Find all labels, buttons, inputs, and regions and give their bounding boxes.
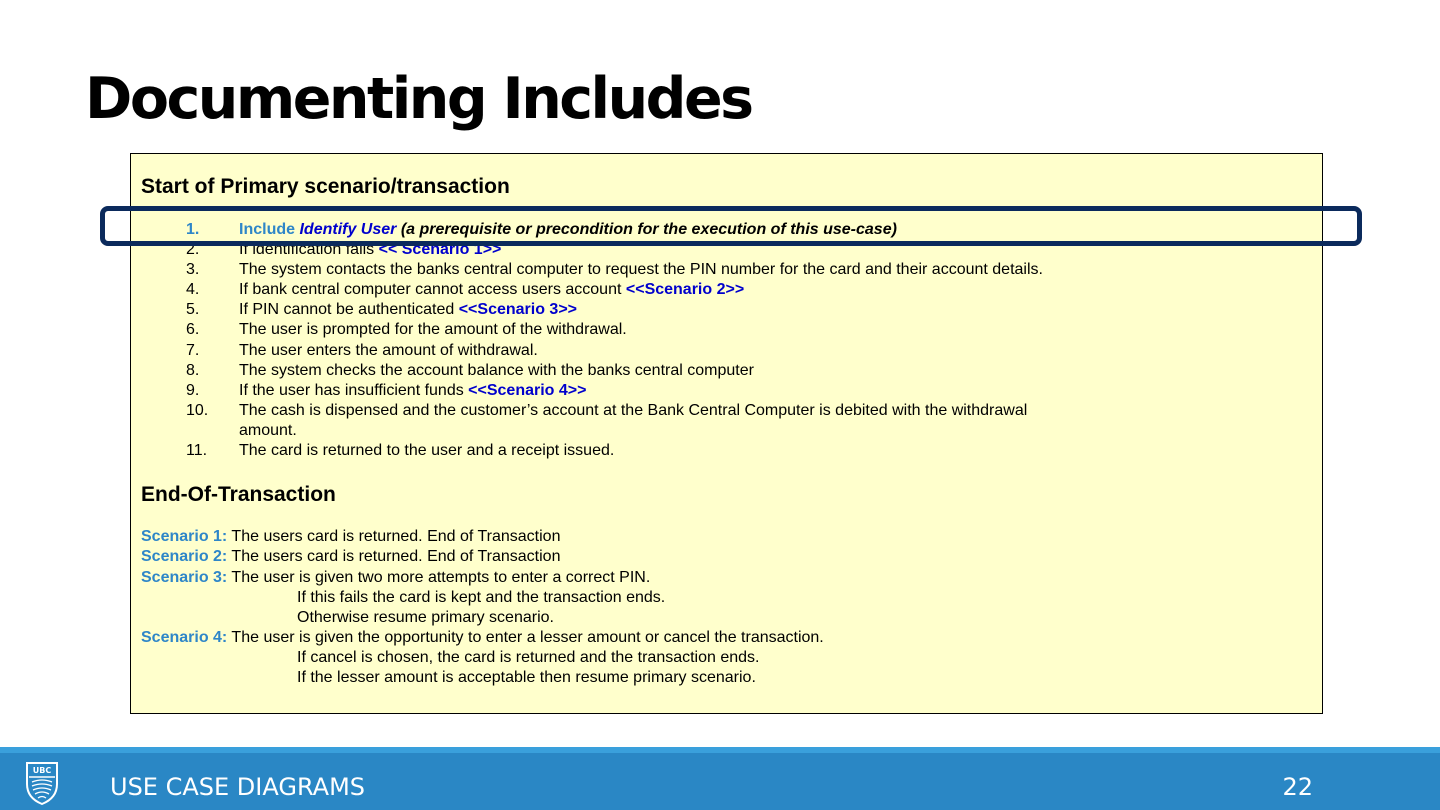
start-heading: Start of Primary scenario/transaction [141,175,510,198]
scenario-text: The users card is returned. End of Transaction [227,548,561,565]
alternate-scenario-2 [141,548,1311,566]
logo-text: UBC [32,766,52,775]
step-number: 10. [186,402,209,419]
step-number: 6. [186,321,200,338]
alternate-scenario-1 [141,528,1311,546]
scenario-label: Scenario 2: [141,548,228,565]
step-number: 5. [186,301,200,318]
step-text: The user enters the amount of withdrawal. [239,342,538,359]
scenario-label: Scenario 1: [141,528,228,545]
step-number: 7. [186,342,200,359]
step-text: If bank central computer cannot access users account [239,281,626,298]
slide-title: Documenting Includes [85,66,752,132]
step-number: 2. [186,241,200,258]
scenario-text: If the lesser amount is acceptable then resume primary scenario. [297,669,756,686]
step-text: If the user has insufficient funds [239,382,469,399]
step-number: 9. [186,382,200,399]
ubc-logo-icon [24,760,60,806]
scenario-text: The user is given the opportunity to enter a lesser amount or cancel the transaction. [227,629,824,646]
alternate-scenario-4 [141,629,1311,647]
scenario-text: Otherwise resume primary scenario. [297,609,554,626]
step-text: The system contacts the banks central computer to request the PIN number for the card and their account details. [239,261,1043,278]
scenario-label: Scenario 3: [141,569,228,586]
scenario-text: If this fails the card is kept and the transaction ends. [297,589,666,606]
alternate-scenario-3 [141,569,1311,587]
scenario-text: The user is given two more attempts to enter a correct PIN. [227,569,651,586]
included-use-case: Identify User [299,221,397,238]
step-number: 4. [186,281,200,298]
step-text: If identification fails [239,241,379,258]
footer-title: USE CASE DIAGRAMS [110,773,366,801]
step-text: The system checks the account balance with the banks central computer [239,362,754,379]
step-text: The card is returned to the user and a receipt issued. [239,442,615,459]
footer-bar [0,753,1440,810]
scenario-ref: <<Scenario 4>> [468,382,587,399]
scenario-ref: <<Scenario 2>> [625,281,745,298]
step-number: 3. [186,261,200,278]
scenario-text: The users card is returned. End of Transaction [227,528,561,545]
step-text: amount. [239,422,297,439]
step-number: 8. [186,362,200,379]
highlight-outline [100,206,1362,246]
end-heading: End-Of-Transaction [141,483,336,506]
scenario-label: Scenario 4: [141,629,228,646]
step-text: If PIN cannot be authenticated [239,301,459,318]
scenario-ref: <<Scenario 3>> [458,301,578,318]
include-keyword: Include [239,221,296,238]
step-text: The cash is dispensed and the customer’s account at the Bank Central Computer is debited with the withdrawal [239,402,1028,419]
step-text: The user is prompted for the amount of the withdrawal. [239,321,627,338]
step-number: 11. [186,442,208,459]
scenario-ref: << Scenario 1>> [378,241,502,258]
scenario-text: If cancel is chosen, the card is returned and the transaction ends. [297,649,760,666]
page-number: 22 [1282,773,1313,801]
step-note: (a prerequisite or precondition for the execution of this use-case) [400,221,897,238]
step-number: 1. [186,221,200,238]
